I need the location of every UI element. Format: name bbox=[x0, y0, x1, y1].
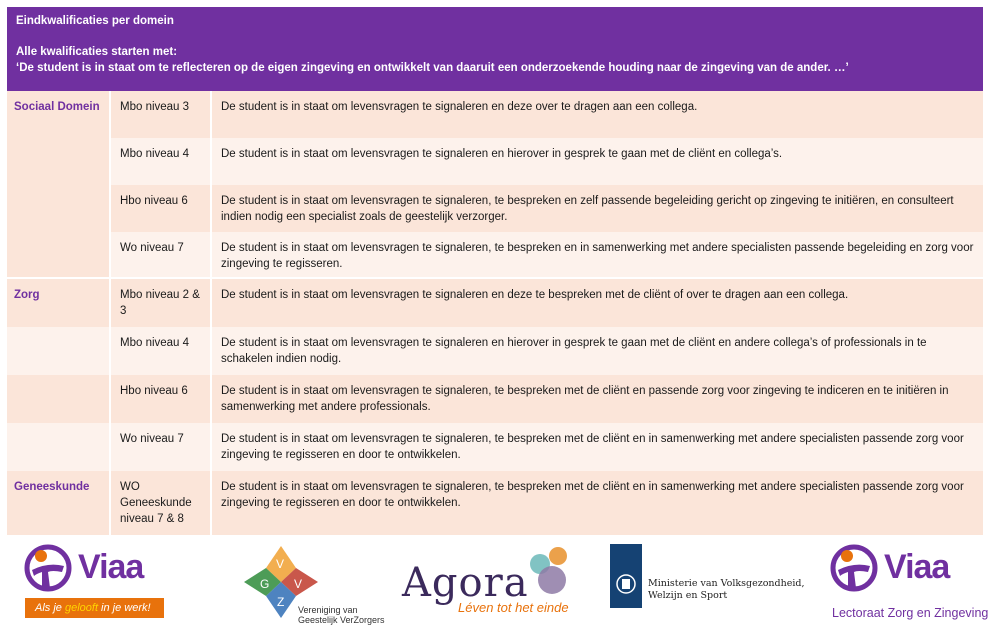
agora-tagline: Léven tot het einde bbox=[458, 600, 569, 615]
qualification-text: De student is in staat om levensvragen te signaleren en hierover in gesprek te gaan met de cliënt en collega’s. bbox=[210, 138, 983, 185]
domain-cell bbox=[7, 185, 109, 232]
table-row bbox=[7, 185, 983, 232]
qualification-text: De student is in staat om levensvragen te signaleren en hierover in gesprek te gaan met de cliënt en andere collega’s of professionals in te schakelen indien nodig. bbox=[210, 327, 983, 375]
qualification-text: De student is in staat om levensvragen te signaleren en deze te bespreken met de cliënt of over te dragen aan een collega. bbox=[210, 279, 983, 327]
table-row bbox=[7, 423, 983, 471]
gvvz-logo bbox=[240, 542, 390, 630]
header-title: Eindkwalificaties per domein bbox=[16, 15, 174, 27]
domain-cell bbox=[7, 232, 109, 279]
level-cell: Wo niveau 7 bbox=[109, 423, 210, 471]
qualification-text: De student is in staat om levensvragen te signaleren, te bespreken en in samenwerking met andere specialisten passende begeleiding en zorg voor zingeving te regisseren. bbox=[210, 232, 983, 279]
domain-cell: Sociaal Domein bbox=[14, 101, 100, 113]
header-intro: Alle kwalificaties starten met: bbox=[16, 46, 178, 58]
level-cell: Hbo niveau 6 bbox=[109, 185, 210, 232]
agora-logo bbox=[400, 542, 580, 622]
table-row bbox=[7, 91, 983, 138]
qualification-text: De student is in staat om levensvragen te signaleren, te bespreken met de cliënt en passende zorg voor zingeving te indiceren en te initiëren in samenwerking met andere professionals. bbox=[210, 375, 983, 423]
table-row bbox=[7, 232, 983, 279]
level-cell: Mbo niveau 3 bbox=[109, 91, 210, 138]
coat-of-arms-icon bbox=[610, 544, 642, 608]
viaa-logo bbox=[24, 544, 169, 624]
domain-cell bbox=[7, 327, 109, 375]
viaa-wordmark: Viaa bbox=[884, 548, 950, 586]
qualification-text: De student is in staat om levensvragen te signaleren, te bespreken met de cliënt en in samenwerking met andere specialisten passende zorg voor zingeving te regisseren en door te ontwikkelen. bbox=[210, 471, 983, 535]
gvvz-letter: G bbox=[260, 577, 270, 591]
logo-strip bbox=[0, 538, 997, 635]
qualification-text: De student is in staat om levensvragen te signaleren, te bespreken en zelf passende begeleiding gericht op zingeving te initiëren, en consulteert indien nodig een specialist zoals de geestelijk verzorger. bbox=[210, 185, 983, 232]
gvvz-letter: V bbox=[276, 557, 285, 571]
table-row bbox=[7, 279, 983, 327]
level-cell: Mbo niveau 2 & 3 bbox=[109, 279, 210, 327]
level-cell: Wo niveau 7 bbox=[109, 232, 210, 279]
table-row bbox=[7, 375, 983, 423]
viaa-lectoraat-tagline: Lectoraat Zorg en Zingeving bbox=[832, 606, 989, 620]
gvvz-letter: V bbox=[294, 577, 303, 591]
domain-cell bbox=[7, 375, 109, 423]
table-row bbox=[7, 471, 983, 535]
table-row bbox=[7, 327, 983, 375]
viaa-wordmark: Viaa bbox=[78, 548, 144, 586]
level-cell: WO Geneeskunde niveau 7 & 8 bbox=[109, 471, 210, 535]
gvvz-letter: Z bbox=[277, 595, 285, 609]
rijkslint-bar bbox=[610, 544, 642, 608]
viaa-lectoraat-logo bbox=[830, 544, 990, 628]
level-cell: Mbo niveau 4 bbox=[109, 138, 210, 185]
level-cell: Hbo niveau 6 bbox=[109, 375, 210, 423]
qualifications-table bbox=[7, 91, 983, 535]
qualification-text: De student is in staat om levensvragen te signaleren, te bespreken met de cliënt en in samenwerking met andere specialisten passende zorg voor zingeving te regisseren en door te ontwikkelen. bbox=[210, 423, 983, 471]
gvvz-text: Vereniging van Geestelijk VerZorgers bbox=[298, 605, 385, 625]
table-header bbox=[7, 7, 983, 91]
domain-cell: Geneeskunde bbox=[14, 481, 90, 493]
agora-wordmark: Agora bbox=[402, 560, 529, 606]
ministerie-vws-logo bbox=[610, 544, 810, 614]
domain-cell: Zorg bbox=[14, 289, 40, 301]
level-cell: Mbo niveau 4 bbox=[109, 327, 210, 375]
domain-cell bbox=[7, 138, 109, 185]
viaa-figure-icon bbox=[24, 544, 72, 594]
viaa-figure-icon bbox=[830, 544, 878, 594]
qualification-text: De student is in staat om levensvragen te signaleren en deze over te dragen aan een collega. bbox=[210, 91, 983, 138]
header-quote: ‘De student is in staat om te reflecteren op de eigen zingeving en ontwikkelt van daaruit een onderzoekende houding naar de zingeving van de ander. …’ bbox=[16, 62, 849, 74]
ministerie-text: Ministerie van Volksgezondheid, Welzijn en Sport bbox=[648, 578, 805, 601]
viaa-tagline: Als je gelooft in je werk! bbox=[25, 598, 164, 618]
table-row bbox=[7, 138, 983, 185]
domain-cell bbox=[7, 423, 109, 471]
